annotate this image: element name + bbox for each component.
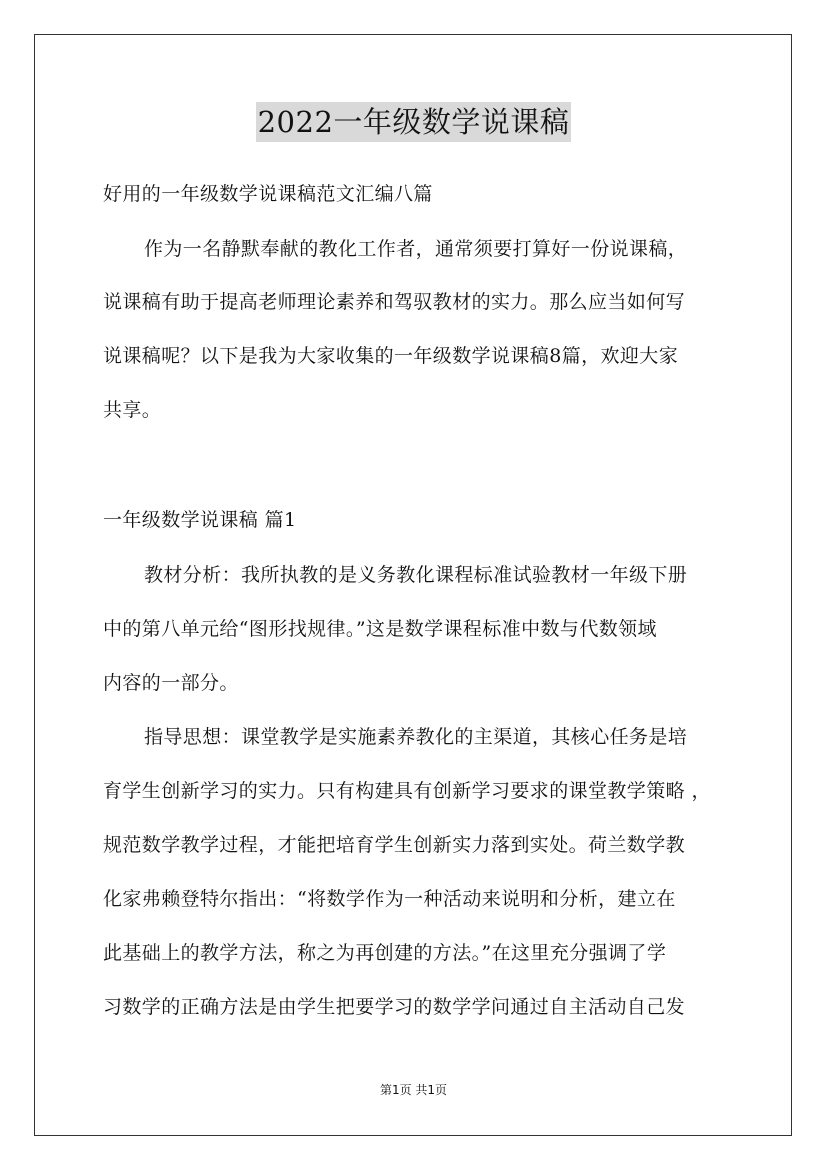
paragraph-line: 规范数学教学过程，才能把培育学生创新实力落到实处。荷兰数学教 <box>103 834 686 856</box>
paragraph-line: 指导思想：课堂教学是实施素养教化的主渠道，其核心任务是培 <box>144 726 688 748</box>
title-container <box>0 102 827 142</box>
page-number: 第1页 共1页 <box>379 1083 448 1097</box>
paragraph-line: 中的第八单元给“图形找规律。”这是数学课程标准中数与代数领域 <box>103 618 657 640</box>
intro-line: 说课稿有助于提高老师理论素养和驾驭教材的实力。那么应当如何写 <box>103 291 686 313</box>
paragraph-line: 习数学的正确方法是由学生把要学习的数学学问通过自主活动自己发 <box>103 996 686 1018</box>
section-heading: 一年级数学说课稿 篇1 <box>103 509 297 531</box>
paragraph-line: 内容的一部分。 <box>103 672 239 694</box>
intro-line: 作为一名静默奉献的教化工作者，通常须要打算好一份说课稿， <box>144 238 688 260</box>
document-subtitle: 好用的一年级数学说课稿范文汇编八篇 <box>103 183 433 205</box>
paragraph-line: 教材分析：我所执教的是义务教化课程标准试验教材一年级下册 <box>144 564 688 586</box>
document-title: 2022一年级数学说课稿 <box>256 102 572 142</box>
intro-line: 共享。 <box>103 399 162 421</box>
paragraph-line: 育学生创新学习的实力。只有构建具有创新学习要求的课堂教学策略 ， <box>103 780 711 802</box>
paragraph-line: 化家弗赖登特尔指出：“将数学作为一种活动来说明和分析，建立在 <box>103 888 676 910</box>
intro-line: 说课稿呢？以下是我为大家收集的一年级数学说课稿8篇，欢迎大家 <box>103 345 679 367</box>
paragraph-line: 此基础上的教学方法，称之为再创建的方法。”在这里充分强调了学 <box>103 942 667 964</box>
